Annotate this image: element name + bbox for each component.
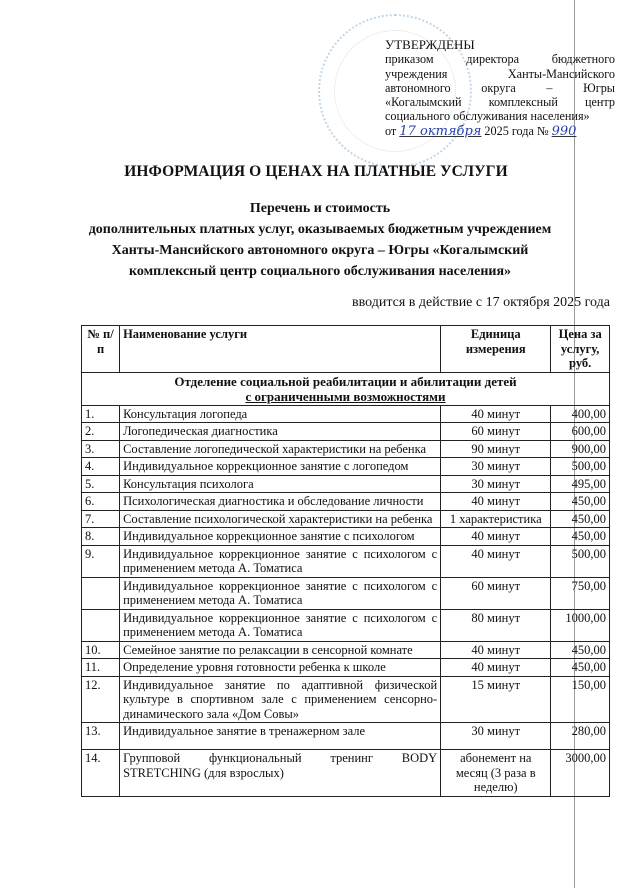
cell-name: Определение уровня готовности ребенка к школе [120, 659, 441, 677]
table-row [82, 458, 610, 476]
cell-price: 450,00 [551, 510, 610, 528]
subtitle-line: комплексный центр социального обслуживания населения» [128, 264, 512, 279]
cell-price: 1000,00 [551, 609, 610, 641]
header-name: Наименование услуги [120, 326, 441, 373]
cell-name: Индивидуальное коррекционное занятие с психологом с применением метода А. Томатиса [120, 609, 441, 641]
cell-num: 10. [82, 641, 120, 659]
cell-num: 4. [82, 458, 120, 476]
cell-price: 450,00 [551, 641, 610, 659]
cell-name: Логопедическая диагностика [120, 423, 441, 441]
table-row [82, 609, 610, 641]
cell-name: Групповой функциональный тренинг BODY STRETCHING (для взрослых) [120, 750, 441, 797]
approval-date-line [385, 124, 615, 139]
header-num: № п/п [82, 326, 120, 373]
cell-price: 500,00 [551, 545, 610, 577]
approval-line: автономного округа – Югры [385, 80, 615, 95]
handwritten-order-number: 990 [551, 123, 577, 139]
cell-unit: 90 минут [441, 440, 551, 458]
cell-num: 8. [82, 528, 120, 546]
table-row [82, 676, 610, 723]
table-row [82, 641, 610, 659]
cell-num [82, 609, 120, 641]
cell-unit: 40 минут [441, 641, 551, 659]
cell-unit: 60 минут [441, 423, 551, 441]
cell-num: 2. [82, 423, 120, 441]
cell-name: Индивидуальное занятие в тренажерном зале [120, 723, 441, 750]
subtitle-line: дополнительных платных услуг, оказываемых бюджетным учреждением [88, 222, 552, 237]
price-table [81, 325, 610, 797]
cell-unit: 30 минут [441, 458, 551, 476]
cell-unit: 40 минут [441, 659, 551, 677]
cell-price: 400,00 [551, 405, 610, 423]
table-row [82, 545, 610, 577]
cell-price: 3000,00 [551, 750, 610, 797]
effective-date: вводится в действие с 17 октября 2025 года [352, 295, 610, 310]
cell-name: Индивидуальное коррекционное занятие с логопедом [120, 458, 441, 476]
approval-heading: УТВЕРЖДЕНЫ [385, 37, 475, 52]
cell-price: 495,00 [551, 475, 610, 493]
section-line: Отделение социальной реабилитации и абилитации детей [174, 373, 517, 389]
section-title [82, 372, 610, 405]
section-line: с ограниченными возможностями [245, 388, 446, 404]
date-prefix: от [385, 123, 397, 138]
cell-unit: 1 характеристика [441, 510, 551, 528]
cell-name: Психологическая диагностика и обследование личности [120, 493, 441, 511]
header-unit: Единица измерения [441, 326, 551, 373]
cell-unit: абонемент на месяц (3 раза в неделю) [441, 750, 551, 797]
cell-num: 5. [82, 475, 120, 493]
cell-num: 9. [82, 545, 120, 577]
header-price: Цена за услугу, руб. [551, 326, 610, 373]
cell-unit: 40 минут [441, 528, 551, 546]
table-header-row [82, 326, 610, 373]
cell-unit: 15 минут [441, 676, 551, 723]
approval-line: «Когалымский комплексный центр [385, 95, 615, 110]
handwritten-date: 17 октября [399, 123, 482, 139]
cell-name: Индивидуальное коррекционное занятие с психологом с применением метода А. Томатиса [120, 545, 441, 577]
cell-price: 600,00 [551, 423, 610, 441]
subtitle-line: Перечень и стоимость [249, 201, 391, 216]
cell-num [82, 577, 120, 609]
cell-name: Семейное занятие по релаксации в сенсорной комнате [120, 641, 441, 659]
table-row [82, 577, 610, 609]
cell-price: 500,00 [551, 458, 610, 476]
table-row [82, 723, 610, 750]
cell-price: 900,00 [551, 440, 610, 458]
cell-unit: 40 минут [441, 405, 551, 423]
cell-num: 3. [82, 440, 120, 458]
cell-name: Индивидуальное коррекционное занятие с психологом с применением метода А. Томатиса [120, 577, 441, 609]
cell-num: 13. [82, 723, 120, 750]
table-row [82, 440, 610, 458]
cell-price: 450,00 [551, 659, 610, 677]
approval-line: учреждения Ханты-Мансийского [385, 66, 615, 81]
date-suffix: 2025 года № [484, 123, 549, 138]
table-row [82, 750, 610, 797]
cell-name: Консультация логопеда [120, 405, 441, 423]
table-row [82, 493, 610, 511]
table-row [82, 528, 610, 546]
cell-unit: 30 минут [441, 475, 551, 493]
cell-name: Консультация психолога [120, 475, 441, 493]
cell-price: 280,00 [551, 723, 610, 750]
cell-name: Индивидуальное коррекционное занятие с психологом [120, 528, 441, 546]
cell-num: 11. [82, 659, 120, 677]
approval-line: социального обслуживания населения» [385, 109, 590, 124]
cell-name: Индивидуальное занятие по адаптивной физической культуре в спортивном зале с применением сенсорно-динамического зала «Дом Совы» [120, 676, 441, 723]
table-row [82, 510, 610, 528]
cell-num: 12. [82, 676, 120, 723]
document-subtitle [40, 198, 600, 282]
cell-num: 1. [82, 405, 120, 423]
cell-price: 450,00 [551, 528, 610, 546]
cell-num: 14. [82, 750, 120, 797]
cell-name: Составление психологической характеристики на ребенка [120, 510, 441, 528]
section-row [82, 372, 610, 405]
cell-unit: 80 минут [441, 609, 551, 641]
cell-price: 450,00 [551, 493, 610, 511]
subtitle-line: Ханты-Мансийского автономного округа – Югры «Когалымский [111, 243, 529, 258]
approval-line: приказом директора бюджетного [385, 52, 615, 67]
table-row [82, 659, 610, 677]
table-row [82, 423, 610, 441]
cell-num: 7. [82, 510, 120, 528]
cell-unit: 30 минут [441, 723, 551, 750]
cell-price: 150,00 [551, 676, 610, 723]
cell-unit: 40 минут [441, 493, 551, 511]
cell-unit: 40 минут [441, 545, 551, 577]
cell-price: 750,00 [551, 577, 610, 609]
approval-block [385, 38, 615, 139]
cell-name: Составление логопедической характеристики на ребенка [120, 440, 441, 458]
table-row [82, 405, 610, 423]
cell-num: 6. [82, 493, 120, 511]
document-title: ИНФОРМАЦИЯ О ЦЕНАХ НА ПЛАТНЫЕ УСЛУГИ [124, 163, 508, 180]
table-row [82, 475, 610, 493]
cell-unit: 60 минут [441, 577, 551, 609]
